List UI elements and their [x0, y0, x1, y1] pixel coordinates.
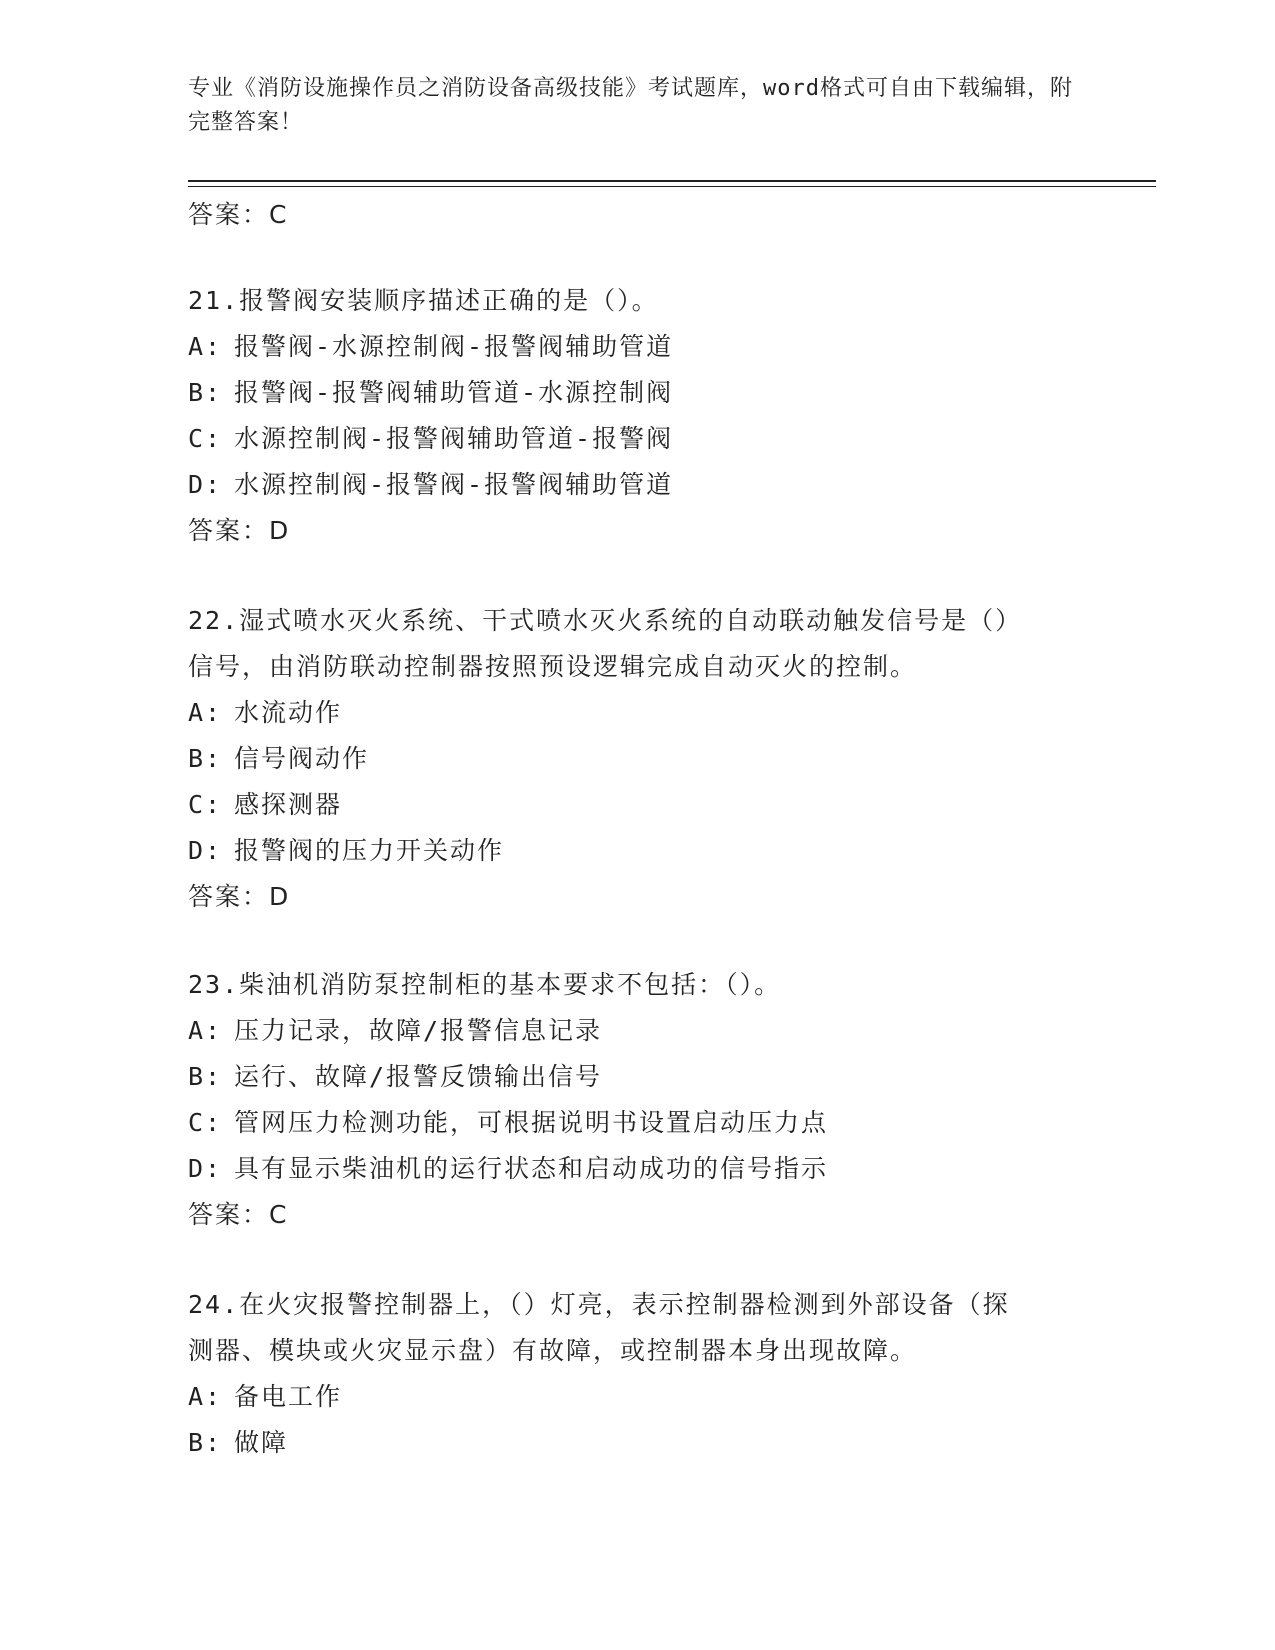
option-text: 压力记录，故障/报警信息记录 — [234, 1016, 603, 1045]
option-letter: B: — [188, 1428, 223, 1457]
option-c — [188, 416, 673, 462]
option-c — [188, 782, 1022, 828]
header-rule-thick — [188, 180, 1156, 182]
question-stem-continued: 信号，由消防联动控制器按照预设逻辑完成自动灭火的控制。 — [188, 652, 918, 681]
option-text: 报警阀-报警阀辅助管道-水源控制阀 — [234, 378, 674, 407]
option-b — [188, 736, 1022, 782]
answer-line: 答案：C — [188, 1200, 289, 1229]
option-letter: A: — [188, 1382, 223, 1411]
option-a — [188, 324, 673, 370]
option-letter: D: — [188, 836, 223, 865]
option-d — [188, 462, 673, 508]
option-letter: D: — [188, 470, 223, 499]
option-letter: D: — [188, 1154, 223, 1183]
option-text: 具有显示柴油机的运行状态和启动成功的信号指示 — [234, 1154, 829, 1183]
header-rule-thin — [188, 186, 1156, 187]
question-stem: 21.报警阀安装顺序描述正确的是（）。 — [188, 286, 659, 315]
option-a — [188, 690, 1022, 736]
option-d — [188, 828, 1022, 874]
answer-line: 答案：D — [188, 882, 291, 911]
option-text: 管网压力检测功能，可根据说明书设置启动压力点 — [234, 1108, 829, 1137]
option-text: 感探测器 — [234, 790, 343, 819]
option-b — [188, 1420, 1010, 1466]
option-letter: A: — [188, 332, 223, 361]
option-letter: B: — [188, 1062, 223, 1091]
option-letter: B: — [188, 744, 223, 773]
answer-line: 答案：D — [188, 516, 291, 545]
option-letter: B: — [188, 378, 223, 407]
option-c — [188, 1100, 828, 1146]
question-stem-continued: 测器、模块或火灾显示盘）有故障，或控制器本身出现故障。 — [188, 1336, 918, 1365]
option-text: 信号阀动作 — [234, 744, 370, 773]
question-24 — [188, 1282, 1010, 1466]
option-text: 报警阀-水源控制阀-报警阀辅助管道 — [234, 332, 674, 361]
option-letter: C: — [188, 790, 223, 819]
question-stem: 23.柴油机消防泵控制柜的基本要求不包括：（）。 — [188, 970, 782, 999]
question-stem: 22.湿式喷水灭火系统、干式喷水灭火系统的自动联动触发信号是（） — [188, 606, 1023, 635]
option-letter: A: — [188, 1016, 223, 1045]
option-text: 水源控制阀-报警阀-报警阀辅助管道 — [234, 470, 674, 499]
option-text: 水源控制阀-报警阀辅助管道-报警阀 — [234, 424, 674, 453]
option-letter: C: — [188, 1108, 223, 1137]
option-letter: A: — [188, 698, 223, 727]
question-stem: 24.在火灾报警控制器上，（）灯亮，表示控制器检测到外部设备（探 — [188, 1290, 1010, 1319]
option-a — [188, 1008, 828, 1054]
option-b — [188, 370, 673, 416]
question-21 — [188, 278, 673, 554]
option-text: 做障 — [234, 1428, 289, 1457]
document-header: 专业《消防设施操作员之消防设备高级技能》考试题库，word格式可自由下载编辑，附完整答案！ — [188, 76, 1073, 135]
option-d — [188, 1146, 828, 1192]
question-22 — [188, 598, 1022, 920]
option-text: 备电工作 — [234, 1382, 343, 1411]
option-text: 水流动作 — [234, 698, 343, 727]
option-b — [188, 1054, 828, 1100]
previous-answer: 答案：C — [188, 200, 289, 229]
option-text: 报警阀的压力开关动作 — [234, 836, 505, 865]
option-text: 运行、故障/报警反馈输出信号 — [234, 1062, 603, 1091]
option-letter: C: — [188, 424, 223, 453]
option-a — [188, 1374, 1010, 1420]
question-23 — [188, 962, 828, 1238]
